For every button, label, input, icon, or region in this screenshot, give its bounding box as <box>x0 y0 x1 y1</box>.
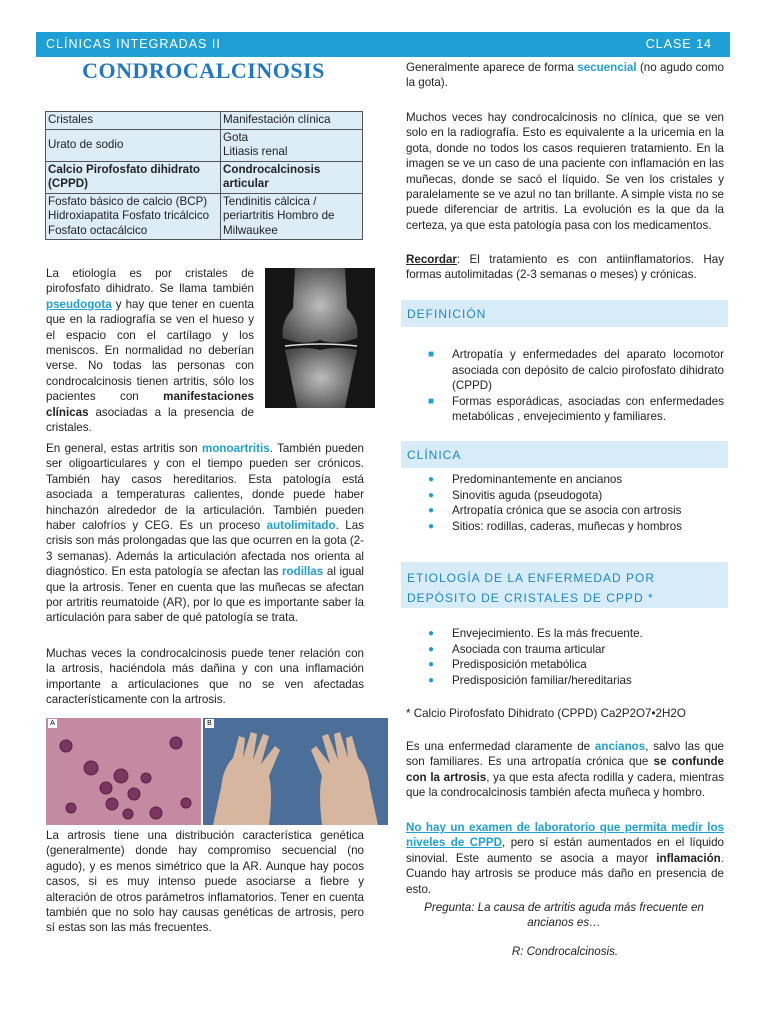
highlight-lab-exam: No hay un examen de laboratorio que permita medir los niveles de CPPD <box>406 821 724 850</box>
etiology-paragraph <box>46 266 254 435</box>
answer: R: Condrocalcinosis. <box>511 945 619 958</box>
section-title: CLÍNICA <box>407 448 462 462</box>
text: Generalmente aparece de forma <box>406 61 578 74</box>
table-cell: Urato de sodio <box>46 129 221 161</box>
square-bullet-icon: ■ <box>428 395 435 407</box>
table-cell: Gota Litiasis renal <box>221 129 363 161</box>
class-number: CLASE 14 <box>645 37 712 51</box>
section-definicion <box>401 300 728 327</box>
text: y hay que tener en cuenta que en la radiografía se ven el hueso y el espacio con el cartílago y los meniscos. En normalidad no deberían verse. No todas las personas con condrocalcinosis tienen artritis, sólo los pacientes con <box>46 297 254 404</box>
crystals-table <box>45 111 363 240</box>
dot-bullet-icon: ● <box>428 643 435 655</box>
reminder-label: Recordar <box>406 253 457 266</box>
text: En general, estas artritis son <box>46 442 203 455</box>
table-cell: Calcio Pirofosfato dihidrato (CPPD) <box>46 161 221 193</box>
text: La etiología es por cristales de pirofosfato dihidrato. Se llama también <box>46 267 254 296</box>
table-row <box>46 193 363 240</box>
text: asociadas a la presencia de cristales. <box>46 405 254 435</box>
text: Predisposición metabólica <box>452 658 587 671</box>
section-title: ETIOLOGÍA DE LA ENFERMEDAD POR DEPÓSITO DE CRISTALES DE CPPD * <box>407 571 656 605</box>
hands-photo <box>203 718 388 825</box>
text: : El tratamiento es con antiinflamatorios. Hay formas autolimitadas (2-3 semanas o meses) y crónicas. <box>406 253 724 282</box>
text: Sitios: rodillas, caderas, muñecas y hombros <box>452 519 683 533</box>
highlight-secuencial: secuencial <box>577 61 637 74</box>
knee-xray-image <box>265 268 375 408</box>
table-row <box>46 112 363 130</box>
reminder-paragraph <box>406 252 724 283</box>
bold-term: inflamación <box>656 851 721 865</box>
text: Envejecimiento. Es la más frecuente. <box>452 627 643 640</box>
list-item <box>428 394 724 425</box>
dot-bullet-icon: ● <box>428 505 435 516</box>
text: Artropatía y enfermedades del aparato locomotor asociada con depósito de calcio pirofosfato dihidrato (CPPD) <box>452 348 724 392</box>
highlight-monoartritis: monoartritis <box>202 442 270 455</box>
text: , pero sí están aumentados en el líquido sinovial. Este aumento se asocia a mayor <box>406 836 724 865</box>
text: (no agudo como la gota). <box>406 61 724 90</box>
text: . Cuando hay artrosis se produce más daño en presencia de esto. <box>406 851 724 896</box>
bold-term: se confunde con la artrosis <box>406 755 724 784</box>
clinical-list <box>428 472 724 534</box>
table-header-cell: Manifestación clínica <box>221 112 363 130</box>
section-clinica <box>401 441 728 468</box>
artrosis-relation-paragraph: Muchas veces la condrocalcinosis puede tener relación con la artrosis, haciéndola más dañina y con una inflamación importante a articulaciones que no se ven afectadas característicamente con la artrosis. <box>46 647 364 707</box>
dot-bullet-icon: ● <box>428 659 435 670</box>
table-row <box>46 129 363 161</box>
list-item <box>428 503 724 519</box>
artrosis-distribution-paragraph: La artrosis tiene una distribución característica genética (generalmente) donde hay compromiso secuencial (no agudo), y es menos simétrico que la AR. Aunque hay pocos casos, si es muy intenso puede asociarse a fiebre y alteración de otros parámetros inflamatorios. Tener en cuenta también que no solo hay causas genéticas de artrosis, pero sí estas son las más frecuentes. <box>46 829 364 935</box>
question: Pregunta: La causa de artritis aguda más frecuente en ancianos es… <box>424 901 704 930</box>
table-cell: Tendinitis cálcica / periartritis Hombro de Milwaukee <box>221 193 363 240</box>
non-clinical-paragraph: Muchos veces hay condrocalcinosis no clínica, que se ven solo en la radiografía. Esto es equivalente a la uricemia en la gota, donde no todos los casos requieren tratamiento. En la imagen se ve un caso de una paciente con inflamación en las muñecas, donde se sacó el líquido. Se ven los cristales y paralelamente se ve azul no tan brillante. A simple vista no se puede diferenciar de artritis. La evolución es la que da la certeza, ya que esta patología pasa con los medicamentos. <box>406 111 724 232</box>
dot-bullet-icon: ● <box>428 489 435 501</box>
text: , salvo las que son familiares. Es una artropatía crónica que <box>406 740 724 769</box>
course-name: CLÍNICAS INTEGRADAS II <box>46 37 221 51</box>
text: Predisposición familiar/hereditarias <box>452 673 632 687</box>
text: Predominantemente en ancianos <box>452 473 623 486</box>
dot-bullet-icon: ● <box>428 520 435 532</box>
text: Formas esporádicas, asociadas con enfermedades metabólicas , envejecimiento y familiares. <box>452 394 724 423</box>
section-title: DEFINICIÓN <box>407 307 487 321</box>
definition-list <box>428 347 724 425</box>
text: Artropatía crónica que se asocia con artrosis <box>452 504 682 517</box>
list-item <box>428 673 724 689</box>
lab-paragraph <box>406 820 724 897</box>
text: , ya que esta afecta rodilla y cadera, mientras que la condrocalcinosis también afecta muñeca y hombro. <box>406 770 724 800</box>
table-header-cell: Cristales <box>46 112 221 130</box>
highlight-autolimitado: autolimitado <box>266 519 336 533</box>
text: Es una enfermedad claramente de <box>406 740 595 753</box>
header-bar <box>36 32 730 57</box>
table-row <box>46 161 363 193</box>
section-etiologia <box>401 562 728 608</box>
square-bullet-icon: ■ <box>428 349 435 360</box>
arthritis-paragraph <box>46 441 364 626</box>
dot-bullet-icon: ● <box>428 628 435 639</box>
figure-label-b: B <box>205 719 214 728</box>
page-title: CONDROCALCINOSIS <box>82 58 325 83</box>
list-item <box>428 519 724 535</box>
dot-bullet-icon: ● <box>428 674 435 686</box>
list-item <box>428 626 724 642</box>
text: al igual que la artrosis. Tener en cuenta que las muñecas se afectan por artritis reumatoide (AR), por lo que es importante saber la articulación para saber de qué patología se trata. <box>46 565 364 625</box>
text: . También pueden ser oligoarticulares y con el tiempo pueden ser crónicos. También hay casos hereditarios. Esta patología está asociada a temperaturas calientes, donde puede haber hinchazón alrededor de la articulación. También pueden haber calofríos y CEG. Es un proceso <box>46 442 364 533</box>
highlight-rodillas: rodillas <box>282 565 324 579</box>
list-item <box>428 488 724 504</box>
bold-term: manifestaciones clínicas <box>46 390 254 419</box>
list-item <box>428 642 724 658</box>
sequential-paragraph <box>406 60 724 91</box>
list-item <box>428 472 724 488</box>
table-cell: Fosfato básico de calcio (BCP) Hidroxiapatita Fosfato tricálcico Fosfato octacálcico <box>46 193 221 240</box>
dot-bullet-icon: ● <box>428 474 435 485</box>
elderly-paragraph <box>406 739 724 801</box>
footnote: * Calcio Pirofosfato Dihidrato (CPPD) Ca2P2O7•2H2O <box>406 707 686 720</box>
list-item <box>428 347 724 394</box>
highlight-ancianos: ancianos <box>594 740 646 753</box>
text: Sinovitis aguda (pseudogota) <box>452 488 603 502</box>
list-item <box>428 657 724 673</box>
figure-label-a: A <box>48 719 57 728</box>
microscopy-image <box>46 718 201 825</box>
table-cell: Condrocalcinosis articular <box>221 161 363 193</box>
highlight-pseudogota: pseudogota <box>46 297 112 311</box>
etiology-list <box>428 626 724 688</box>
text: Asociada con trauma articular <box>452 642 606 656</box>
text: . Las crisis son más prolongadas que las que ocurren en la gota (2-3 semanas). Además la articulación afectada nos orienta al diagnóstico. En esta patología se afectan las <box>46 519 364 579</box>
